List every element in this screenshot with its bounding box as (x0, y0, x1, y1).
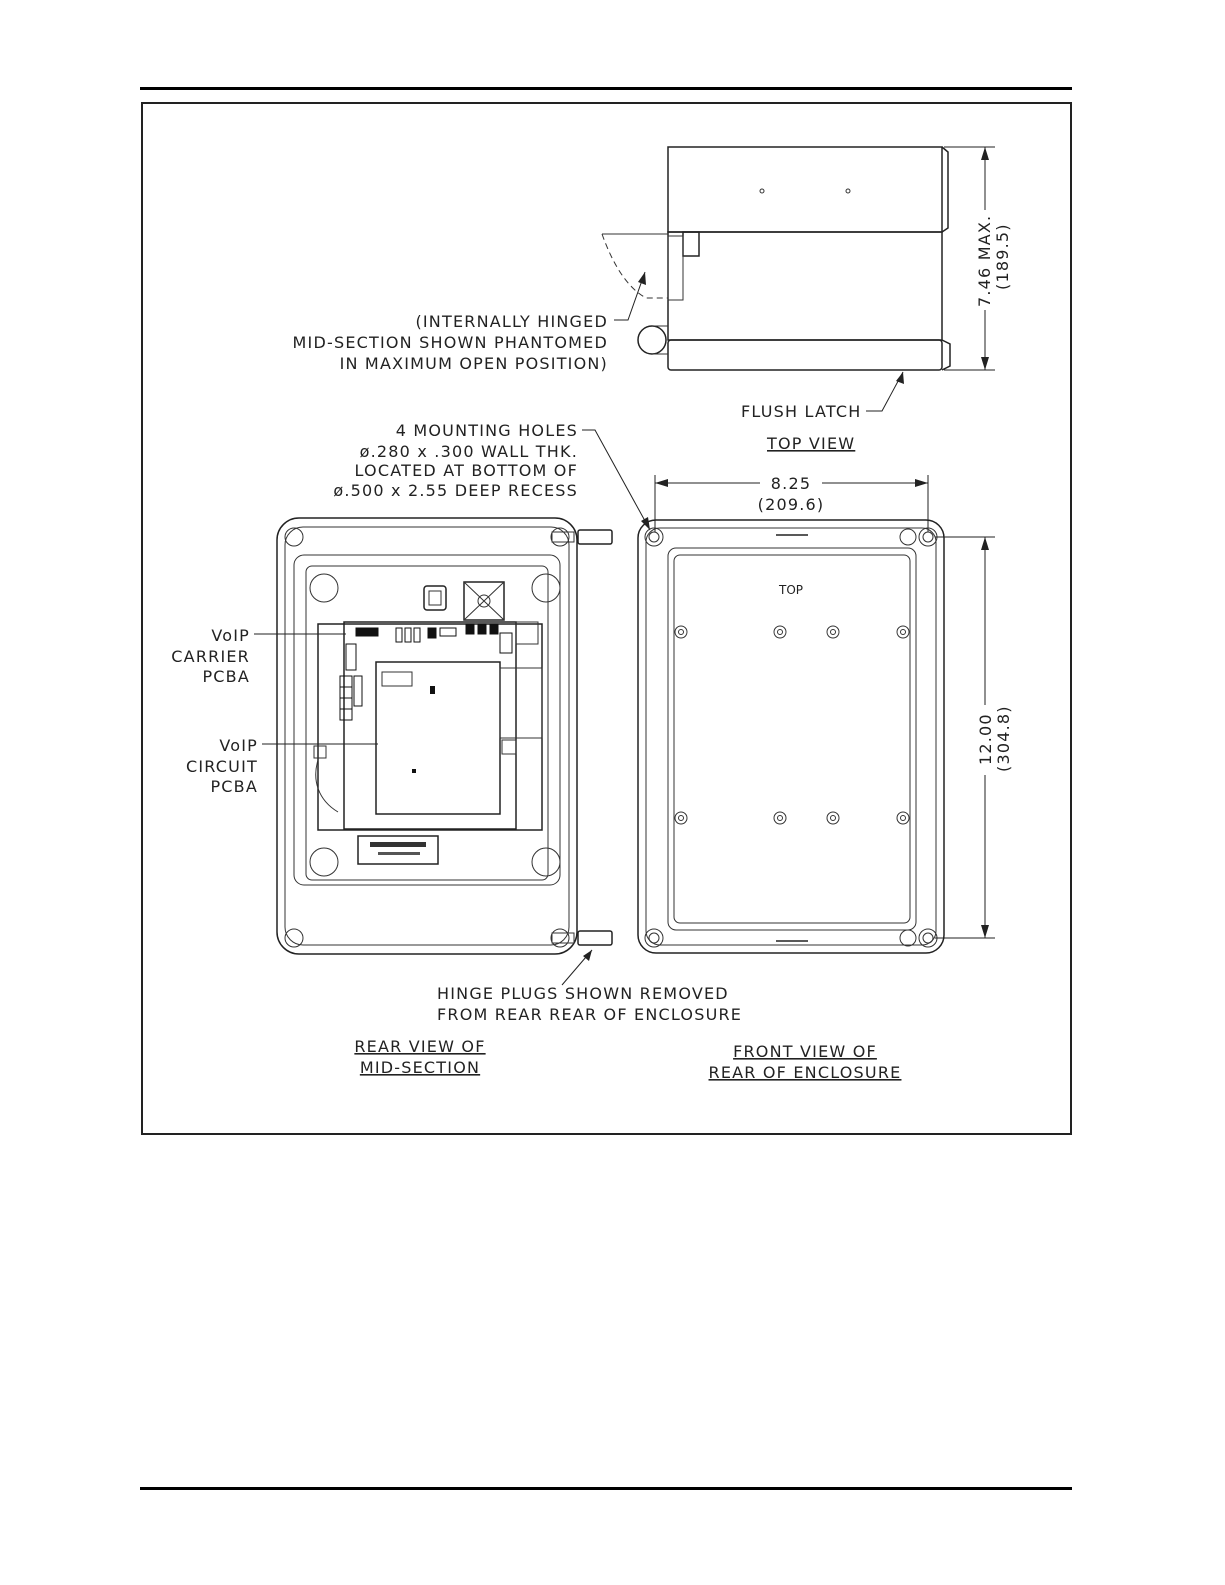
hinged-note-line-1: (INTERNALLY HINGED (415, 312, 608, 331)
rear-view-title-line-2: MID-SECTION (359, 1058, 481, 1077)
front-view-title-line-1: FRONT VIEW OF (733, 1042, 877, 1061)
width-value: 8.25 (770, 474, 812, 493)
length-dimension (935, 537, 1013, 938)
voip-circuit-callout (186, 736, 378, 796)
voip-circuit-line-3: PCBA (210, 777, 258, 796)
mounting-holes-line-2: ø.280 x .300 WALL THK. (359, 442, 578, 461)
voip-circuit-line-1: VoIP (219, 736, 258, 755)
hinged-note-line-2: MID-SECTION SHOWN PHANTOMED (292, 333, 608, 352)
top-view-title: TOP VIEW (767, 434, 856, 453)
height-metric: (189.5) (993, 223, 1012, 290)
top-marker: TOP (779, 583, 804, 597)
height-value: 7.46 MAX. (975, 214, 994, 307)
length-value: 12.00 (976, 713, 995, 765)
mounting-holes-note (333, 421, 650, 530)
hinged-note (293, 272, 646, 373)
voip-carrier-line-3: PCBA (202, 667, 250, 686)
length-metric: (304.8) (994, 705, 1013, 772)
flush-latch-label: FLUSH LATCH (741, 402, 862, 421)
hinge-plugs-line-1: HINGE PLUGS SHOWN REMOVED (437, 984, 729, 1003)
mounting-holes-line-1: 4 MOUNTING HOLES (395, 421, 578, 440)
height-dimension (944, 147, 1012, 370)
voip-carrier-callout (171, 626, 346, 686)
hinged-note-line-3: IN MAXIMUM OPEN POSITION) (339, 354, 608, 373)
rear-view-title-line-1: REAR VIEW OF (354, 1037, 486, 1056)
voip-circuit-line-2: CIRCUIT (186, 757, 258, 776)
width-dimension (655, 474, 928, 532)
rear-view-graphic (277, 518, 612, 954)
mounting-holes-line-3: LOCATED AT BOTTOM OF (354, 461, 578, 480)
mounting-holes-line-4: ø.500 x 2.55 DEEP RECESS (333, 481, 578, 500)
front-view-title-line-2: REAR OF ENCLOSURE (708, 1063, 902, 1082)
voip-carrier-line-1: VoIP (211, 626, 250, 645)
top-view-graphic (602, 147, 950, 370)
front-view-graphic (638, 520, 944, 953)
width-metric: (209.6) (757, 495, 825, 514)
hinge-plugs-note (437, 950, 742, 1024)
voip-carrier-line-2: CARRIER (171, 647, 250, 666)
drawing-frame (142, 103, 1071, 1134)
flush-latch-callout (741, 372, 904, 453)
hinge-plugs-line-2: FROM REAR REAR OF ENCLOSURE (437, 1005, 743, 1024)
